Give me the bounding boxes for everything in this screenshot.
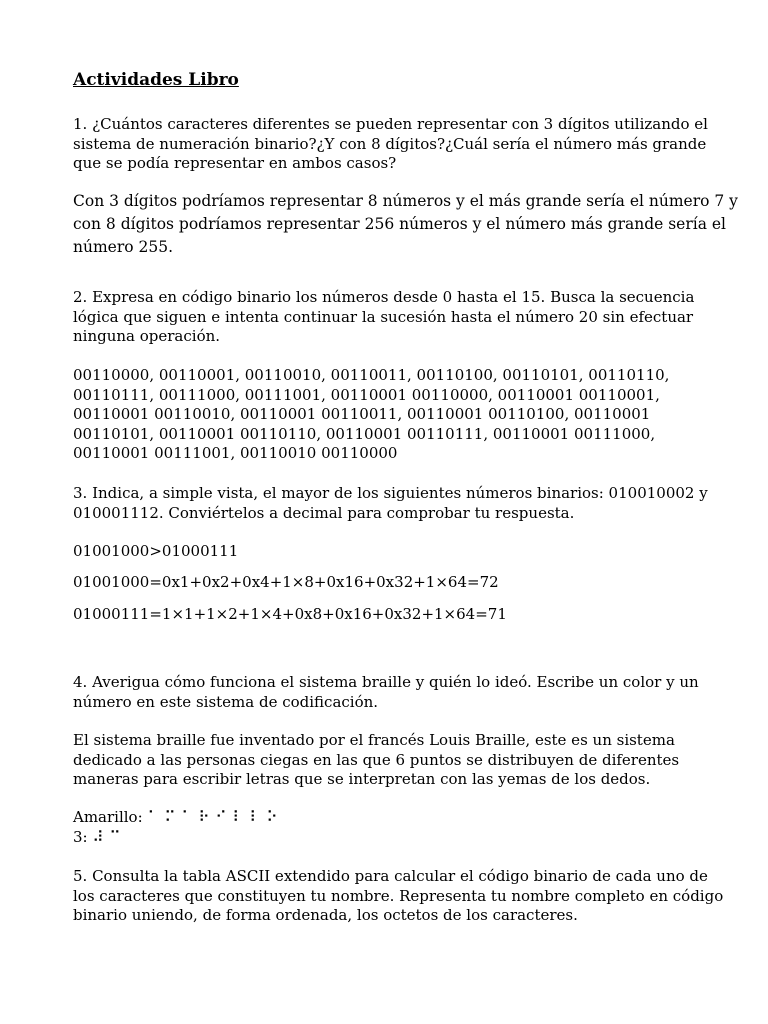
text-line: 00110001 00111001, 00110010 00110000 [73,444,398,462]
text-line: los caracteres que constituyen tu nombre. Representa tu nombre completo en código [73,886,724,905]
braille-examples [73,808,693,847]
text-line: lógica que siguen e intenta continuar la sucesión hasta el número 20 sin efectuar [73,307,694,326]
answer-1 [73,190,738,259]
question-2 [73,288,693,347]
braille-number-line [73,828,693,848]
text-line: 2. Expresa en código binario los números desde 0 hasta el 15. Busca la secuencia [73,288,695,306]
text-line: ninguna operación. [73,327,221,345]
text-line: 1. ¿Cuántos caracteres diferentes se pueden representar con 3 dígitos utilizando el [73,115,708,133]
text-line: maneras para escribir letras que se interpretan con las yemas de los dedos. [73,770,651,788]
answer-4 [73,731,693,790]
text-line: 01000111=1×1+1×2+1×4+0x8+0x16+0x32+1×64=71 [73,605,507,623]
text-line: 01001000=0x1+0x2+0x4+1×8+0x16+0x32+1×64=72 [73,573,499,591]
text-line: 00110001 00110010, 00110001 00110011, 00110001 00110100, 00110001 [73,405,651,423]
text-line: 00110000, 00110001, 00110010, 00110011, 00110100, 00110101, 00110110, [73,366,670,384]
text-line: 01001000>01000111 [73,542,239,560]
text-line: 010001112. Conviértelos a decimal para comprobar tu respuesta. [73,503,575,522]
answer-3-comparison [73,542,693,562]
text-line: El sistema braille fue inventado por el francés Louis Braille, este es un sistema [73,731,675,749]
braille-color-label: Amarillo: [73,808,143,826]
text-line: que se podía representar en ambos casos? [73,154,397,172]
text-line: número en este sistema de codificación. [73,692,379,711]
text-line: 00110111, 00111000, 00111001, 00110001 00110000, 00110001 00110001, [73,385,660,404]
answer-3-decimal-1 [73,573,693,593]
braille-number-cells: ⠼⠉ [92,827,127,846]
text-line: binario uniendo, de forma ordenada, los octetos de los caracteres. [73,906,578,924]
braille-color-cells: ⠁⠍⠁⠗⠊⠇⠇⠕ [147,808,284,826]
text-line: dedicado a las personas ciegas en las que 6 puntos se distribuyen de diferentes [73,750,680,769]
text-line: 5. Consulta la tabla ASCII extendido para calcular el código binario de cada uno de [73,867,708,885]
text-line: 3. Indica, a simple vista, el mayor de los siguientes números binarios: 010010002 y [73,484,708,502]
question-5 [73,867,724,926]
question-3 [73,484,708,523]
document-title: Actividades Libro [73,70,239,90]
braille-color-line [73,808,693,828]
question-4 [73,673,699,712]
braille-number-label: 3: [73,827,88,846]
text-line: con 8 dígitos podríamos representar 256 números y el número más grande sería el [73,215,727,233]
text-line: Con 3 dígitos podríamos representar 8 números y el más grande sería el número 7 y [73,192,738,210]
text-line: número 255. [73,238,174,256]
text-line: 4. Averigua cómo funciona el sistema braille y quién lo ideó. Escribe un color y un [73,673,699,691]
text-line: 00110101, 00110001 00110110, 00110001 00110111, 00110001 00111000, [73,424,656,443]
answer-2 [73,366,693,464]
question-1 [73,115,708,174]
answer-3-decimal-2 [73,605,693,625]
text-line: sistema de numeración binario?¿Y con 8 dígitos?¿Cuál sería el número más grande [73,134,707,153]
